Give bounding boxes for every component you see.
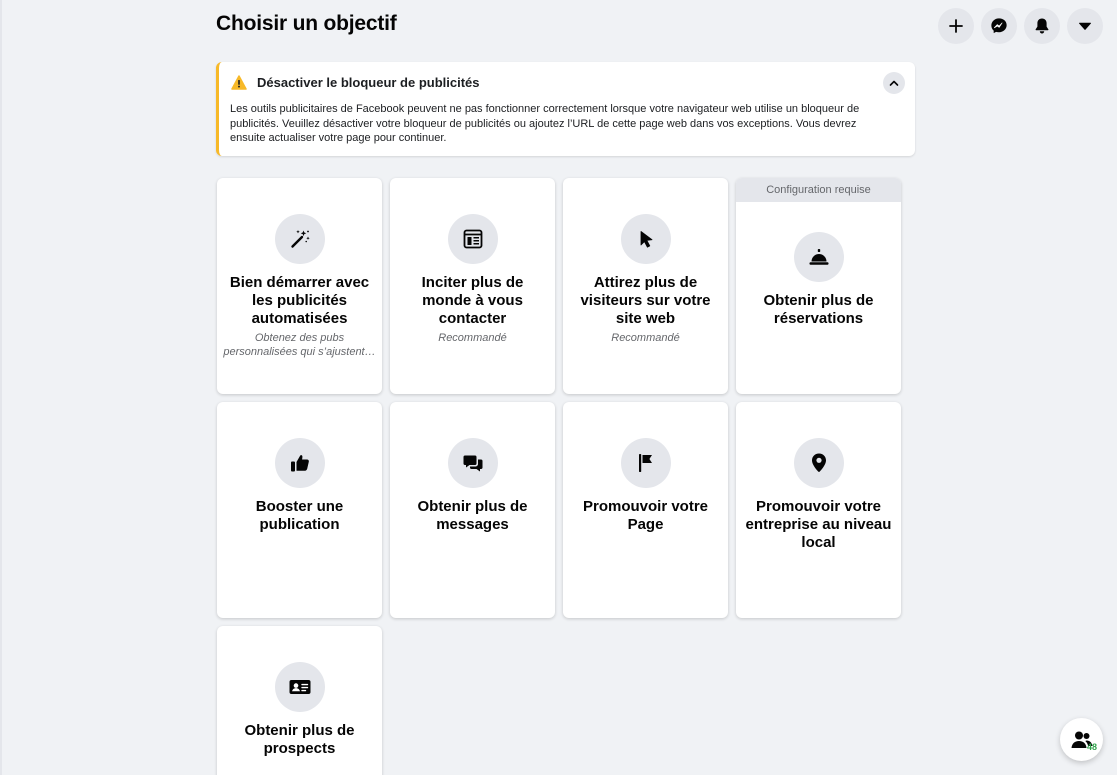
- left-edge-divider: [0, 0, 2, 775]
- objective-icon: [621, 438, 671, 488]
- chevron-up-icon: [889, 79, 899, 87]
- chat-bubbles-icon: [462, 452, 484, 474]
- objective-card-automated-ads[interactable]: [217, 178, 382, 394]
- objective-icon: [275, 438, 325, 488]
- contact-form-icon: [462, 228, 484, 250]
- objective-title: Obtenir plus de messages: [417, 498, 528, 533]
- thumbs-up-icon: [289, 452, 311, 474]
- objective-title: Promouvoir votre entreprise au niveau local: [745, 498, 892, 551]
- setup-required-badge: Configuration requise: [736, 178, 901, 202]
- id-card-icon: [288, 677, 312, 697]
- alert-message: Les outils publicitaires de Facebook peuvent ne pas fonctionner correctement lorsque votre navigateur web utilise un bloqueur de publicités. Veuillez désactiver votre bloqueur de publicités ou ajoutez l’URL de cette page web dans vos exceptions. Vous devrez ensuite actualiser votre page pour continuer.: [230, 103, 860, 144]
- objective-icon: [275, 662, 325, 712]
- warning-icon: [231, 75, 247, 90]
- objective-icon: [448, 438, 498, 488]
- objective-subtitle: Recommandé: [611, 332, 680, 344]
- objective-title: Booster une publication: [255, 498, 344, 533]
- objective-title: Promouvoir votre Page: [582, 498, 709, 533]
- objective-icon: [794, 232, 844, 282]
- online-count-badge: 48: [1086, 742, 1097, 752]
- flag-icon: [636, 452, 656, 474]
- objective-title: Inciter plus de monde à vous contacter: [421, 274, 524, 327]
- objective-title: Obtenir plus de prospects: [244, 722, 355, 757]
- cursor-icon: [636, 229, 656, 249]
- map-pin-icon: [810, 452, 828, 474]
- objective-subtitle: Obtenez des pubs personnalisées qui s’ajustent…: [223, 332, 376, 358]
- objective-icon: [448, 214, 498, 264]
- objective-icon: [621, 214, 671, 264]
- adblock-alert: [216, 62, 915, 156]
- caret-down-icon: [1078, 21, 1092, 31]
- objective-card-website-traffic[interactable]: [563, 178, 728, 394]
- alert-title: Désactiver le bloqueur de publicités: [257, 75, 480, 90]
- contacts-widget-button[interactable]: [1060, 718, 1103, 761]
- objective-card-leads[interactable]: [217, 626, 382, 775]
- service-bell-icon: [808, 247, 830, 267]
- objective-title: Obtenir plus de réservations: [763, 292, 874, 327]
- notifications-button[interactable]: [1024, 8, 1060, 44]
- page-title: Choisir un objectif: [216, 12, 397, 35]
- plus-icon: [948, 18, 964, 34]
- bell-icon: [1034, 17, 1050, 35]
- objective-card-promote-page[interactable]: [563, 402, 728, 618]
- objective-icon: [275, 214, 325, 264]
- objective-icon: [794, 438, 844, 488]
- messenger-icon: [990, 17, 1008, 35]
- objective-card-local-business[interactable]: [736, 402, 901, 618]
- messenger-button[interactable]: [981, 8, 1017, 44]
- objective-title: Attirez plus de visiteurs sur votre site web: [580, 274, 711, 327]
- objective-card-messages[interactable]: [390, 402, 555, 618]
- create-button[interactable]: [938, 8, 974, 44]
- objective-title: Bien démarrer avec les publicités automatisées: [229, 274, 370, 327]
- objective-card-boost-post[interactable]: [217, 402, 382, 618]
- account-menu-button[interactable]: [1067, 8, 1103, 44]
- objective-card-contact[interactable]: [390, 178, 555, 394]
- objective-card-reservations[interactable]: [736, 178, 901, 394]
- objective-subtitle: Recommandé: [438, 332, 507, 344]
- magic-wand-icon: [289, 228, 311, 250]
- alert-collapse-button[interactable]: [883, 72, 905, 94]
- top-actions: [938, 8, 1103, 44]
